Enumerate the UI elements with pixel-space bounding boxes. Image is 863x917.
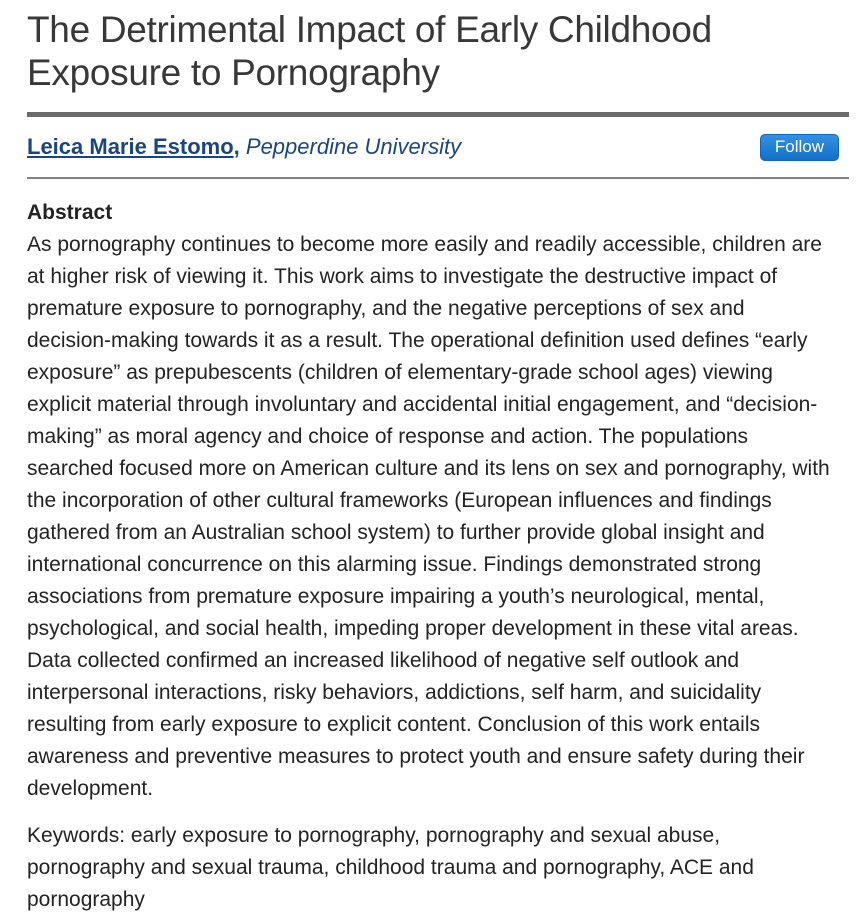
author-byline: [27, 134, 461, 160]
author-link[interactable]: Leica Marie Estomo: [27, 134, 234, 159]
author-divider: [27, 177, 849, 179]
follow-button[interactable]: Follow: [760, 134, 839, 161]
author-affiliation: Pepperdine University: [245, 134, 462, 159]
title-divider: [27, 112, 849, 117]
page-title: The Detrimental Impact of Early Childhood Exposure to Pornography: [27, 9, 712, 93]
author-separator: ,: [233, 134, 240, 159]
abstract-section: [27, 197, 849, 916]
author-row: [27, 129, 849, 165]
keywords-text: Keywords: early exposure to pornography, pornography and sexual abuse, pornography and sexual trauma, childhood trauma and pornography, ACE and pornography: [27, 824, 754, 911]
abstract-text: As pornography continues to become more easily and readily accessible, children are at higher risk of viewing it. This work aims to investigate the destructive impact of premature exposure to pornography, and the negative perceptions of sex and decision-making towards it as a result. The operational definition used defines “early exposure” as prepubescents (children of elementary-grade school ages) viewing explicit material through involuntary and accidental initial engagement, and “decision-making” as moral agency and choice of response and action. The populations searched focused more on American culture and its lens on sex and pornography, with the incorporation of other cultural frameworks (European influences and findings gathered from an Australian school system) to further provide global insight and international concurrence on this alarming issue. Findings demonstrated strong associations from premature exposure impairing a youth’s neurological, mental, psychological, and social health, impeding proper development in these vital areas. Data collected confirmed an increased likelihood of negative self outlook and interpersonal interactions, risky behaviors, addictions, self harm, and suicidality resulting from early exposure to explicit content. Conclusion of this work entails awareness and preventive measures to protect youth and ensure safety during their development.: [27, 233, 830, 800]
abstract-heading: Abstract: [27, 201, 113, 224]
